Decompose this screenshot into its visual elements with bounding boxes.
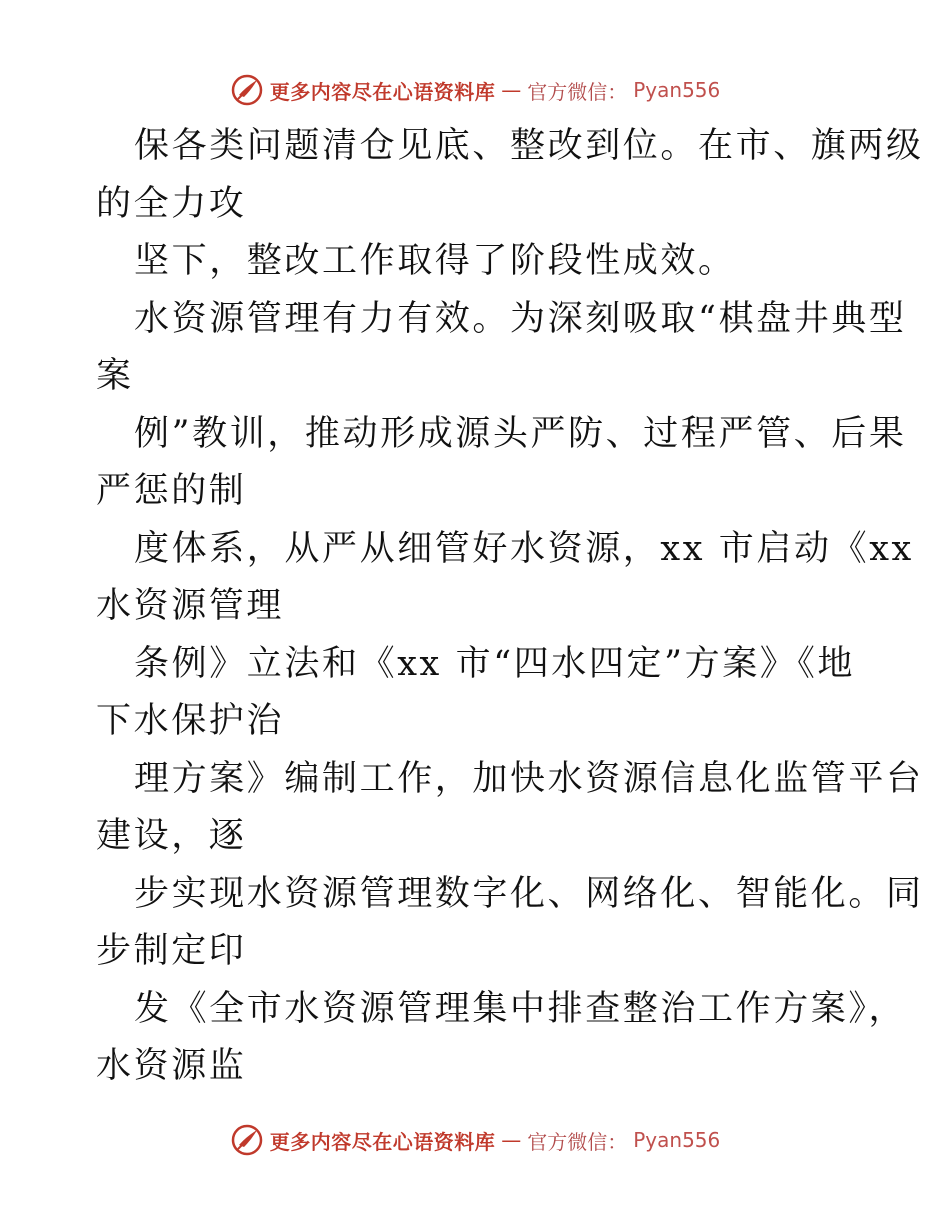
text-line: 下水保护治	[96, 701, 285, 741]
banner-dash: —	[501, 1128, 522, 1152]
text-line: 条例》立法和《xx 市“四水四定”方案》《地	[134, 643, 856, 684]
banner-title: 更多内容尽在心语资料库	[269, 1129, 496, 1154]
banner-title: 更多内容尽在心语资料库	[269, 79, 496, 104]
banner-wechat-label: 官方微信：	[527, 1129, 628, 1154]
text-line: 案	[96, 356, 134, 396]
text-line: 坚下，整改工作取得了阶段性成效。	[134, 241, 736, 281]
text-line: 的全力攻	[96, 183, 247, 224]
text-line: 步制定印	[96, 931, 247, 971]
text-line: 例”教训，推动形成源头严防、过程严管、后果	[134, 413, 907, 454]
footer-banner-content	[230, 1123, 721, 1157]
banner-dash: —	[501, 78, 522, 102]
text-line: 水资源监	[96, 1046, 247, 1086]
text-line: 保各类问题清仓见底、整改到位。在市、旗两级	[134, 126, 924, 166]
header-banner-content	[230, 73, 721, 107]
banner-wechat-id: Pyan556	[633, 1128, 721, 1152]
text-line: 水资源管理	[96, 586, 285, 626]
quill-seal-icon	[230, 73, 264, 107]
text-line: 建设，逐	[96, 816, 247, 856]
header-banner	[0, 70, 950, 110]
text-line: 严惩的制	[96, 471, 247, 511]
text-line: 度体系，从严从细管好水资源，xx 市启动《xx	[134, 528, 914, 569]
text-line: 步实现水资源管理数字化、网络化、智能化。同	[134, 873, 924, 914]
quill-seal-icon	[230, 1123, 264, 1157]
text-line: 理方案》编制工作，加快水资源信息化监管平台	[134, 758, 924, 799]
text-line: 水资源管理有力有效。为深刻吸取“棋盘井典型	[134, 298, 907, 339]
document-body	[96, 118, 924, 1096]
text-line: 发《全市水资源管理集中排查整治工作方案》，	[134, 988, 907, 1029]
banner-wechat-label: 官方微信：	[527, 79, 628, 104]
footer-banner	[0, 1120, 950, 1160]
banner-wechat-id: Pyan556	[633, 78, 721, 102]
